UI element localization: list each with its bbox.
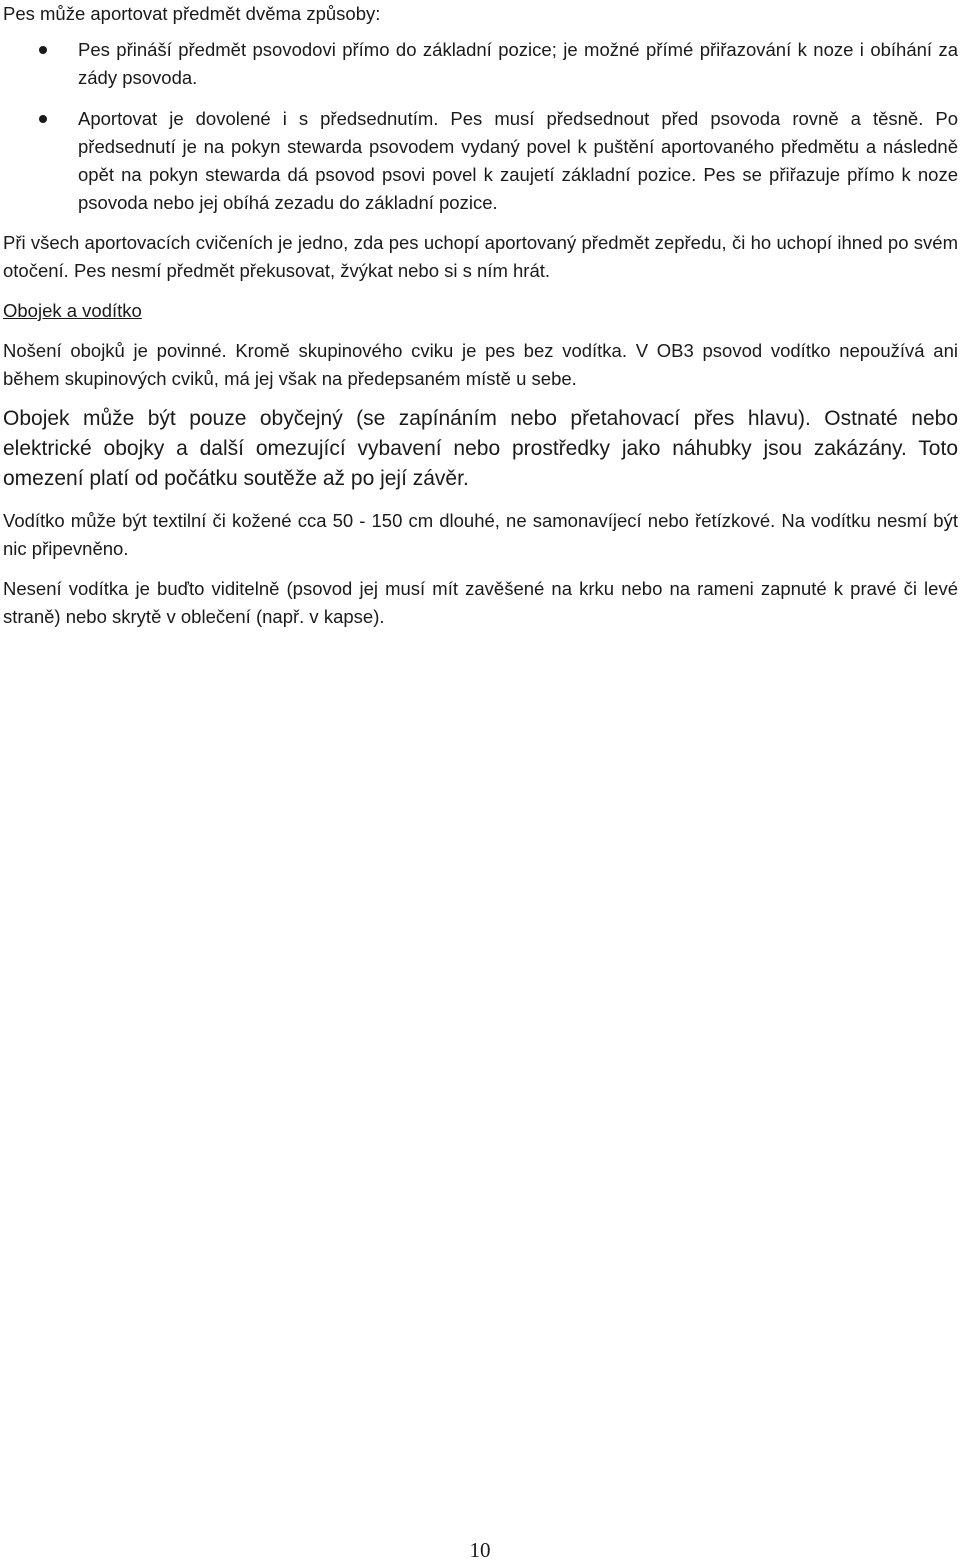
paragraph-collar-type: Obojek může být pouze obyčejný (se zapínáním nebo přetahovací přes hlavu). Ostnaté nebo elektrické obojky a další omezující vybavení nebo prostředky jako náhubky jsou zakázány. Toto omezení platí od počátku soutěže až po její závěr. [3,407,958,490]
paragraph-collar-required: Nošení obojků je povinné. Kromě skupinového cviku je pes bez vodítka. V OB3 psovod vodítko nepoužívá ani během skupinových cviků, má jej však na předepsaném místě u sebe. [3,340,958,389]
intro-text: Pes může aportovat předmět dvěma způsoby: [3,3,381,24]
section-heading-wrapper [3,297,958,325]
list-item [3,36,958,92]
section-heading: Obojek a vodítko [3,300,142,321]
list-item [3,105,958,217]
aport-methods-list [3,36,958,217]
page-number: 10 [469,1538,491,1562]
paragraph-retrieve: Při všech aportovacích cvičeních je jedno, zda pes uchopí aportovaný předmět zepředu, či ho uchopí ihned po svém otočení. Pes nesmí předmět překusovat, žvýkat nebo si s ním hrát. [3,232,958,281]
paragraph-leash-carry: Nesení vodítka je buďto viditelně (psovod jej musí mít zavěšené na krku nebo na rameni zapnuté k pravé či levé straně) nebo skrytě v oblečení (např. v kapse). [3,578,958,627]
bullet-icon [39,46,47,54]
list-item-text: Aportovat je dovolené i s předsednutím. Pes musí předsednout před psovoda rovně a těsně. Po předsednutí je na pokyn stewarda psovodem vydaný povel k puštění aportovaného předmětu a následně opět na pokyn stewarda dá psovod psovi povel k zaujetí základní pozice. Pes se přiřazuje přímo k noze psovoda nebo jej obíhá zezadu do základní pozice. [78,108,958,213]
list-item-text: Pes přináší předmět psovodovi přímo do základní pozice; je možné přímé přiřazování k noze i obíhání za zády psovoda. [78,39,958,88]
bullet-icon [39,115,47,123]
paragraph-leash: Vodítko může být textilní či kožené cca 50 - 150 cm dlouhé, ne samonavíjecí nebo řetízkové. Na vodítku nesmí být nic připevněno. [3,510,958,559]
